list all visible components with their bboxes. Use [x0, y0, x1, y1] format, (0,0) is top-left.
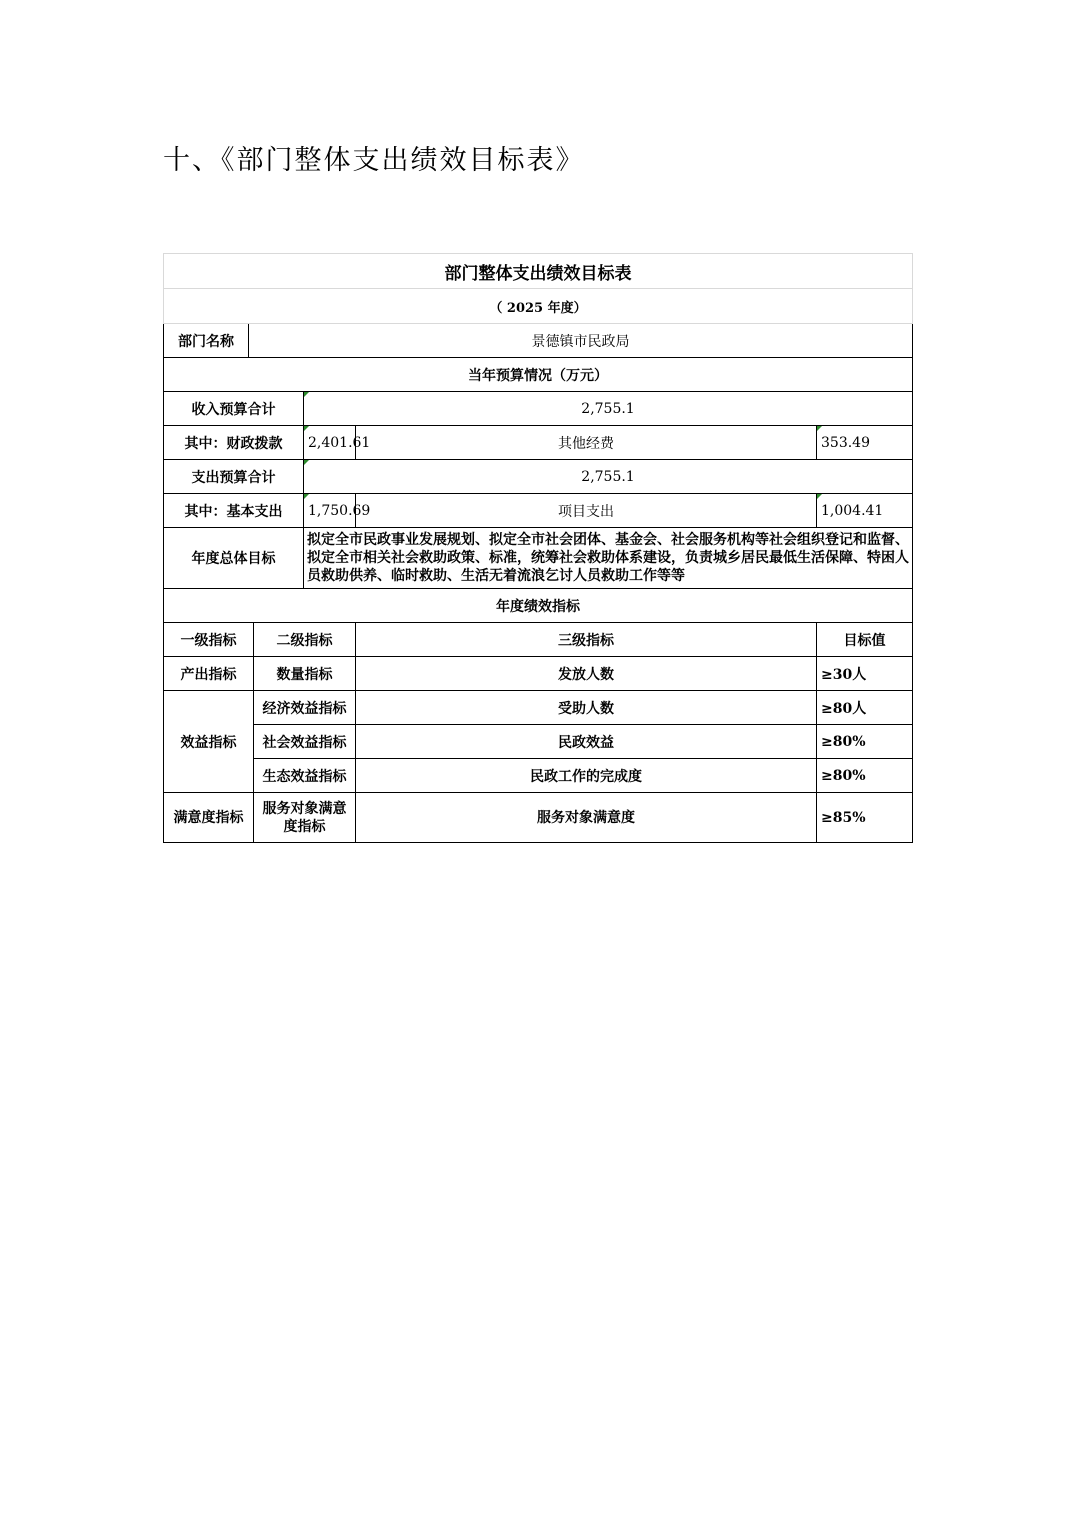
table-year: （ 2025 年度）: [164, 289, 913, 324]
header-target: 目标值: [817, 623, 913, 657]
performance-goal-table: [163, 253, 913, 843]
expense-total-row: [164, 460, 913, 494]
dept-row: [164, 324, 913, 358]
income-fiscal-label: 其中：财政拨款: [164, 426, 304, 460]
level3-cell: 受助人数: [356, 691, 817, 725]
level2-cell: 服务对象满意度指标: [254, 793, 356, 843]
expense-basic-label: 其中：基本支出: [164, 494, 304, 528]
expense-project-value: 1,004.41: [817, 494, 913, 528]
level3-cell: 民政效益: [356, 725, 817, 759]
target-cell: ≥80人: [817, 691, 913, 725]
performance-table-container: [163, 253, 912, 843]
budget-section-title: 当年预算情况（万元）: [164, 358, 913, 392]
expense-project-label: 项目支出: [356, 494, 817, 528]
table-row: [164, 657, 913, 691]
expense-total-label: 支出预算合计: [164, 460, 304, 494]
expense-basic-value: 1,750.69: [304, 494, 356, 528]
annual-goal-label: 年度总体目标: [164, 528, 304, 589]
level1-cell: 效益指标: [164, 691, 254, 793]
level2-cell: 社会效益指标: [254, 725, 356, 759]
income-total-label: 收入预算合计: [164, 392, 304, 426]
target-cell: ≥85%: [817, 793, 913, 843]
header-level3: 三级指标: [356, 623, 817, 657]
page-heading: 十、《部门整体支出绩效目标表》: [163, 145, 585, 176]
income-other-value: 353.49: [817, 426, 913, 460]
income-total-value: 2,755.1: [304, 392, 913, 426]
level3-cell: 民政工作的完成度: [356, 759, 817, 793]
table-title: 部门整体支出绩效目标表: [164, 254, 913, 289]
header-level1: 一级指标: [164, 623, 254, 657]
level3-cell: 服务对象满意度: [356, 793, 817, 843]
table-row: [164, 725, 913, 759]
level3-cell: 发放人数: [356, 657, 817, 691]
indicators-header-row: [164, 623, 913, 657]
table-row: [164, 759, 913, 793]
target-cell: ≥80%: [817, 759, 913, 793]
level1-cell: 产出指标: [164, 657, 254, 691]
level2-cell: 经济效益指标: [254, 691, 356, 725]
indicators-section-row: [164, 589, 913, 623]
annual-goal-text: 拟定全市民政事业发展规划、拟定全市社会团体、基金会、社会服务机构等社会组织登记和监督、拟定全市相关社会救助政策、标准，统筹社会救助体系建设，负责城乡居民最低生活保障、特困人员救助供养、临时救助、生活无着流浪乞讨人员救助工作等等: [304, 528, 913, 589]
dept-value: 景德镇市民政局: [249, 324, 913, 358]
target-cell: ≥30人: [817, 657, 913, 691]
budget-section-row: [164, 358, 913, 392]
income-total-row: [164, 392, 913, 426]
table-year-row: [164, 289, 913, 324]
table-row: [164, 793, 913, 843]
annual-goal-row: [164, 528, 913, 589]
target-cell: ≥80%: [817, 725, 913, 759]
table-title-row: [164, 254, 913, 289]
expense-total-value: 2,755.1: [304, 460, 913, 494]
level2-cell: 生态效益指标: [254, 759, 356, 793]
level1-cell: 满意度指标: [164, 793, 254, 843]
dept-label: 部门名称: [164, 324, 249, 358]
expense-detail-row: [164, 494, 913, 528]
indicators-section-title: 年度绩效指标: [164, 589, 913, 623]
income-detail-row: [164, 426, 913, 460]
table-row: [164, 691, 913, 725]
income-other-label: 其他经费: [356, 426, 817, 460]
header-level2: 二级指标: [254, 623, 356, 657]
level2-cell: 数量指标: [254, 657, 356, 691]
income-fiscal-value: 2,401.61: [304, 426, 356, 460]
